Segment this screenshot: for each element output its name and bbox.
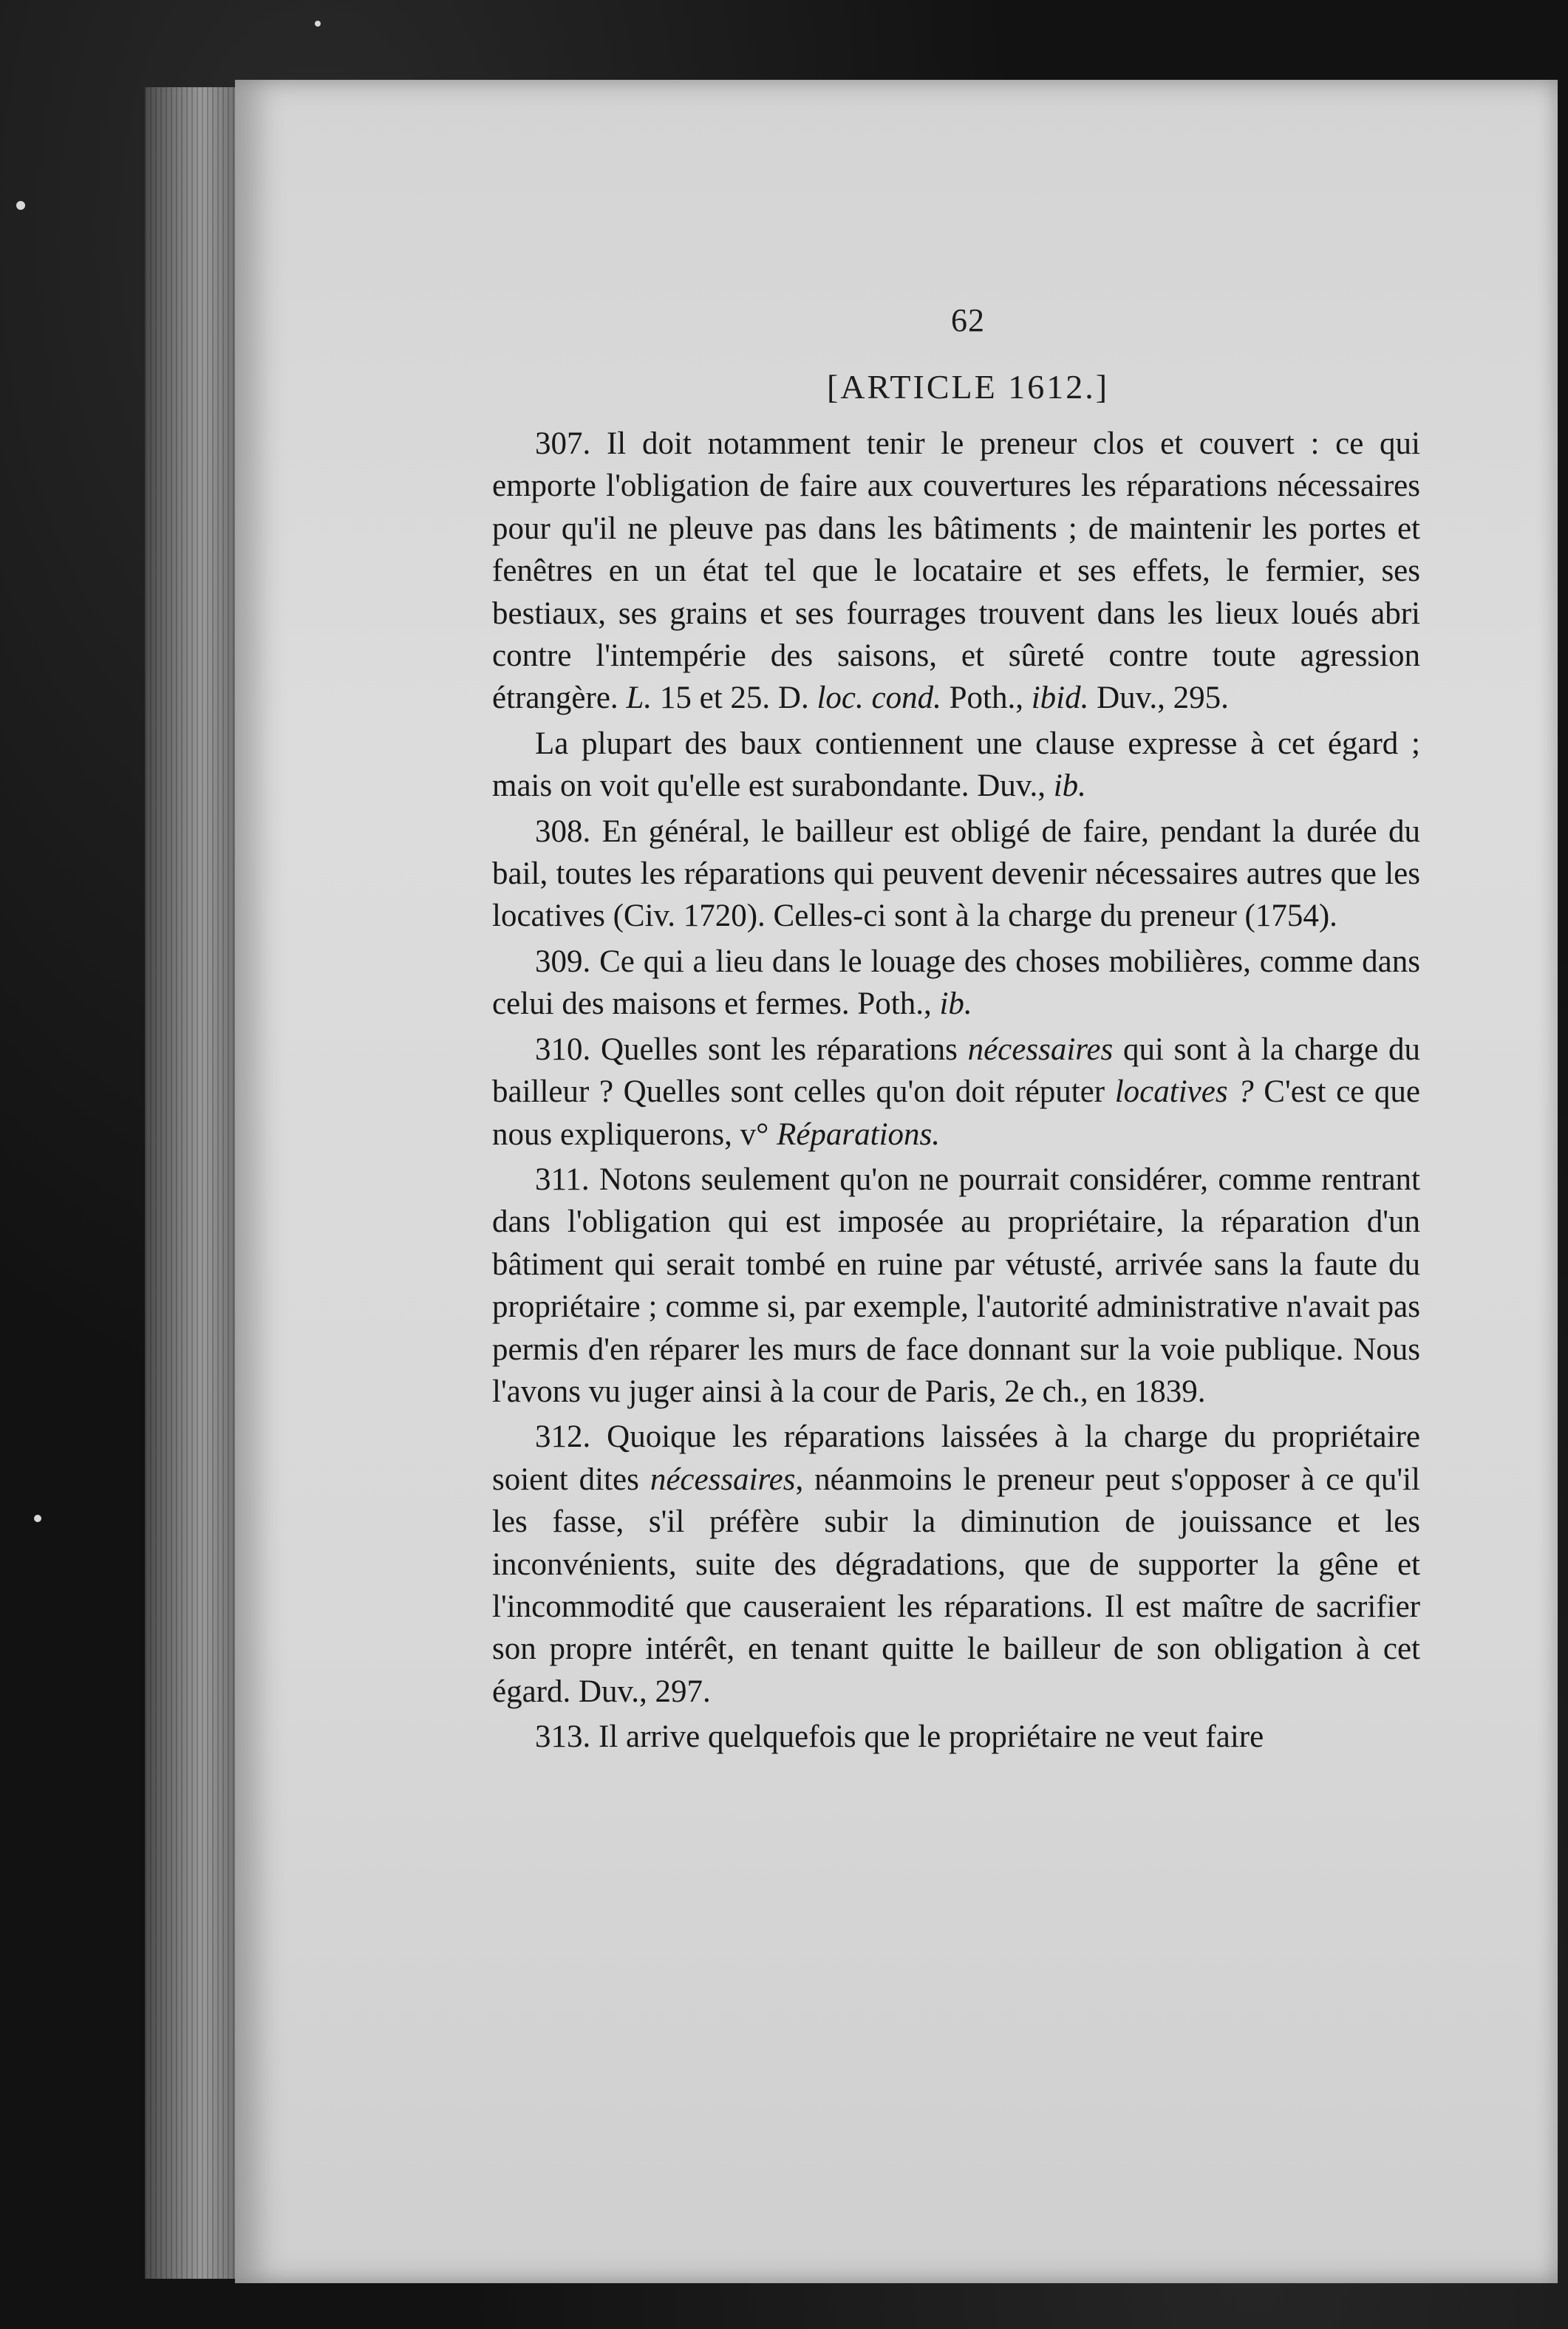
- italic-text: locatives ?: [1114, 1074, 1254, 1110]
- italic-text: ib.: [939, 986, 972, 1022]
- paragraph: [492, 1029, 1420, 1156]
- text-run: Quelles sont les réparations: [590, 1031, 968, 1067]
- body-text: [492, 423, 1420, 1759]
- paragraph: [492, 1416, 1420, 1713]
- text-run: Ce qui a lieu dans le louage des choses mobilières, comme dans celui des maisons et fermes. Poth.,: [492, 944, 1420, 1022]
- text-run: En général, le bailleur est obligé de faire, pendant la durée du bail, toutes les réparations qui peuvent devenir nécessaires autres que les locatives (Civ. 1720). Celles-ci sont à la charge du preneur (1754).: [492, 814, 1420, 934]
- text-run: La plupart des baux contiennent une clause expresse à cet égard ; mais on voit qu'elle est surabondante. Duv.,: [492, 726, 1420, 804]
- italic-text: loc. cond.: [817, 681, 941, 716]
- paragraph: [492, 811, 1420, 938]
- text-run: qui sont à la charge du bailleur ? Quelles sont celles qu'on doit réputer: [492, 1031, 1420, 1110]
- text-run: Duv., 295.: [1088, 681, 1229, 716]
- page-edge: [145, 87, 241, 2279]
- italic-text: Réparations.: [777, 1116, 941, 1152]
- text-run: Quoique les réparations laissées à la charge du propriétaire soient dites: [492, 1419, 1420, 1497]
- italic-text: ib.: [1053, 768, 1086, 804]
- paragraph-number: 312.: [535, 1419, 591, 1455]
- paragraph-number: 313.: [535, 1719, 591, 1755]
- text-run: C'est ce que nous expliquerons, v°: [492, 1074, 1420, 1152]
- page-number: 62: [951, 302, 985, 338]
- paragraph: [492, 1159, 1420, 1413]
- italic-text: nécessaires: [967, 1031, 1114, 1067]
- dust-speck: [34, 1515, 41, 1522]
- paragraph: [492, 941, 1420, 1026]
- paragraph-number: 308.: [535, 814, 591, 849]
- paragraph-number: 307.: [535, 426, 591, 461]
- paragraph-number: 310.: [535, 1031, 591, 1067]
- paragraph: [492, 423, 1420, 720]
- italic-text: nécessaires: [650, 1462, 796, 1497]
- dust-speck: [315, 21, 321, 27]
- paragraph-number: 311.: [535, 1162, 590, 1197]
- italic-text: ibid.: [1031, 681, 1089, 716]
- text-run: 15 et 25. D.: [652, 681, 817, 716]
- text-run: Il doit notamment tenir le preneur clos et couvert : ce qui emporte l'obligation de faire aux couvertures les réparations nécessaires pour qu'il ne pleuve pas dans les bâtiments ; de maintenir les portes et fenêtres en un état tel que le locataire et ses effets, le fermier, ses bestiaux, ses grains et ses fourrages trouvent dans les lieux loués abri contre l'intempérie des saisons, et sûreté contre toute agression étrangère.: [492, 426, 1420, 716]
- paragraph: [492, 1716, 1420, 1758]
- dust-speck: [16, 201, 25, 210]
- italic-text: L.: [626, 681, 652, 716]
- paragraph: [492, 723, 1420, 808]
- text-run: Il arrive quelquefois que le propriétaire ne veut faire: [590, 1719, 1264, 1755]
- text-run: , néanmoins le preneur peut s'opposer à ce qu'il les fasse, s'il préfère subir la diminution de jouissance et les inconvénients, suite des dégradations, que de supporter la gêne et l'incommodité que causeraient les réparations. Il est maître de sacrifier son propre intérêt, en tenant quitte le bailleur de son obligation à cet égard. Duv., 297.: [492, 1462, 1420, 1709]
- running-head: [ARTICLE 1612.]: [826, 368, 1110, 406]
- text-run: Poth.,: [941, 681, 1032, 716]
- text-run: Notons seulement qu'on ne pourrait considérer, comme rentrant dans l'obligation qui est imposée au propriétaire, la réparation d'un bâtiment qui serait tombé en ruine par vétusté, arrivée sans la faute du propriétaire ; comme si, par exemple, l'autorité administrative n'avait pas permis d'en réparer les murs de face donnant sur la voie publique. Nous l'avons vu juger ainsi à la cour de Paris, 2e ch., en 1839.: [492, 1162, 1420, 1409]
- paragraph-number: 309.: [535, 944, 591, 979]
